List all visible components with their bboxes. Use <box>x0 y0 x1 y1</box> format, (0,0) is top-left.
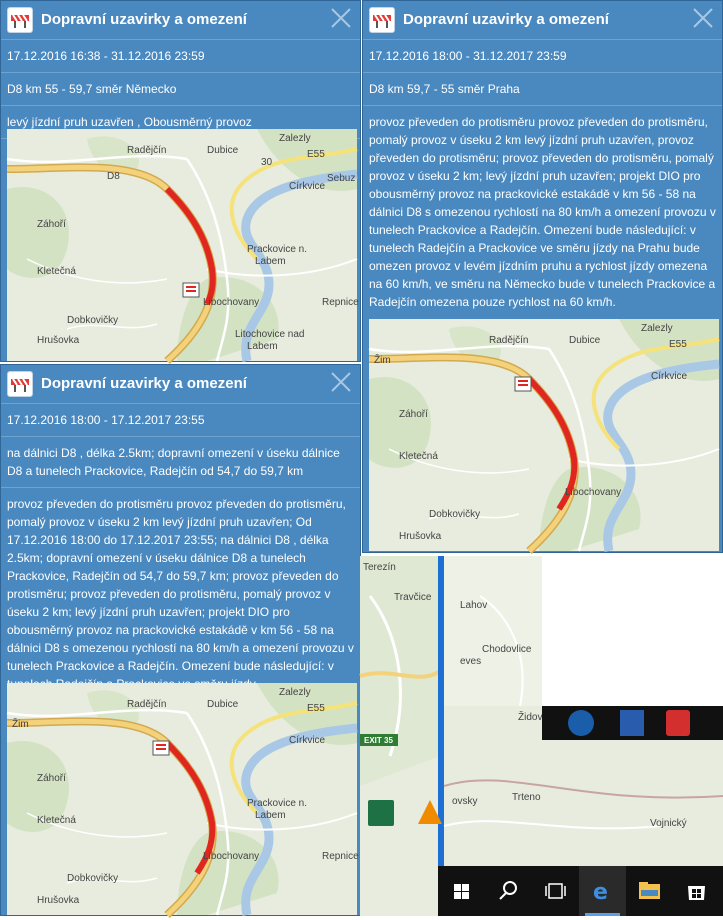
map-label: D8 <box>107 171 120 182</box>
map-label: Prackovice n. <box>247 798 308 809</box>
map-view[interactable] <box>7 129 359 359</box>
word-icon[interactable] <box>620 710 644 736</box>
map-label: 30 <box>261 157 273 168</box>
start-icon[interactable] <box>438 866 485 916</box>
map-label: Kletečná <box>37 815 76 826</box>
map-label: Hrušovka <box>37 335 80 346</box>
map-label: eves <box>460 656 482 667</box>
map-label: Terezín <box>363 562 396 573</box>
map-label: Církvice <box>289 181 326 192</box>
map-label: Dobkovičky <box>67 315 119 326</box>
popup-header <box>363 1 722 40</box>
map-label: Trteno <box>512 792 541 803</box>
popup-location: D8 km 55 - 59,7 směr Německo <box>1 73 360 106</box>
exit-label: EXIT 35 <box>364 736 393 745</box>
map-label: Zalezly <box>641 323 673 334</box>
map-label: Záhoří <box>37 773 66 784</box>
map-label: E55 <box>307 703 325 714</box>
map-label: Dobkovičky <box>429 509 481 520</box>
map-label: Labem <box>255 810 286 821</box>
map-label: Dubice <box>569 335 601 346</box>
map-label: Dubice <box>207 699 239 710</box>
map-label: Žim <box>374 355 391 366</box>
map-label: Chodovlice <box>482 644 532 655</box>
task-view-icon[interactable] <box>532 866 579 916</box>
excel-icon[interactable] <box>368 800 394 826</box>
popup-date: 17.12.2016 18:00 - 17.12.2017 23:55 <box>1 404 360 437</box>
search-icon[interactable] <box>485 866 532 916</box>
roadblock-icon <box>369 7 395 33</box>
popup-title: Dopravní uzavirky a omezení <box>403 11 609 28</box>
file-explorer-icon[interactable] <box>626 866 673 916</box>
map-label: Církvice <box>289 735 326 746</box>
popup-location: na dálnici D8 , délka 2.5km; dopravní omezení v úseku dálnice D8 a tunelech Prackovice, Radejčín od 54,7 do 59,7 km <box>1 437 360 488</box>
map-view[interactable] <box>369 319 717 551</box>
map-label: Litochovice nad <box>235 329 305 340</box>
map-label: Libochovany <box>565 487 622 498</box>
map-label: Dobkovičky <box>67 873 119 884</box>
map-label: Kletečná <box>399 451 438 462</box>
map-label: Zalezly <box>279 687 311 698</box>
map-label: Prackovice n. <box>247 244 308 255</box>
map-label: Záhoří <box>399 409 428 420</box>
map-label: Záhoří <box>37 219 66 230</box>
map-label: Radějčín <box>489 335 529 346</box>
map-label: Travčice <box>394 592 432 603</box>
map-label: Libochovany <box>203 851 260 862</box>
popup-title: Dopravní uzavirky a omezení <box>41 375 247 392</box>
map-label: Libochovany <box>203 297 260 308</box>
app-icon[interactable] <box>568 710 594 736</box>
map-label: Sebuz <box>327 173 356 184</box>
map-label: Hrušovka <box>399 531 442 542</box>
map-label: Židov <box>518 712 543 723</box>
taskbar-fragment <box>542 706 723 740</box>
close-icon[interactable] <box>690 5 716 31</box>
roadblock-icon <box>7 371 33 397</box>
map-label: Repnice <box>322 851 359 862</box>
power-icon[interactable] <box>666 710 690 736</box>
map-label: Zalezly <box>279 133 311 144</box>
popup-date: 17.12.2016 16:38 - 31.12.2016 23:59 <box>1 40 360 73</box>
map-label: Radějčín <box>127 699 167 710</box>
traffic-popup-3 <box>0 364 361 916</box>
popup-title: Dopravní uzavirky a omezení <box>41 11 247 28</box>
map-label: Dubice <box>207 145 239 156</box>
close-icon[interactable] <box>328 5 354 31</box>
map-label: Labem <box>247 341 278 352</box>
map-label: Radějčín <box>127 145 167 156</box>
traffic-popup-2 <box>362 0 723 553</box>
traffic-popup-1 <box>0 0 361 362</box>
popup-location: D8 km 59,7 - 55 směr Praha <box>363 73 722 106</box>
map-label: E55 <box>307 149 325 160</box>
popup-header <box>1 1 360 40</box>
map-label: Žim <box>12 719 29 730</box>
map-label: Lahov <box>460 600 488 611</box>
map-label: Kletečná <box>37 266 76 277</box>
desktop-fragment <box>360 556 723 916</box>
map-label: Repnice <box>322 297 359 308</box>
map-label: Vojnický <box>650 818 687 829</box>
map-view[interactable] <box>7 683 359 913</box>
map-label: Hrušovka <box>37 895 80 906</box>
popup-date: 17.12.2016 18:00 - 31.12.2017 23:59 <box>363 40 722 73</box>
svg-text:e: e <box>593 880 608 905</box>
popup-description: provoz převeden do protisměru provoz převeden do protisměru, pomalý provoz v úseku 2 km levý jízdní pruh uzavřen; Od 17.12.2016 18:00 do 17.12.2017 23:55; na dálnici D8 , délka 2.5km; dopravní omezení v úseku dálnice D8 a tunelech Prackovice, Radejčín od 54,7 do 59,7 km; provoz převeden do protisměru; provoz převeden do protisměru, pomalý provoz v úseku 2 km; levý jízdní pruh uzavřen; projekt DIO pro obousměrný provoz na prackovické estakádě v km 56 - 58 na dálnici D8 s omezenou rychlostí na 80 km/h a omezení provozu v tunelech Prackovice a Radejčín. Omezení bude následující: v <box>7 497 354 673</box>
map-label: Labem <box>255 256 286 267</box>
roadblock-icon <box>7 7 33 33</box>
popup-description: levý jízdní pruh uzavřen , Obousměrný provoz <box>1 106 360 139</box>
store-icon[interactable] <box>673 866 720 916</box>
close-icon[interactable] <box>328 369 354 395</box>
popup-description: provoz převeden do protisměru provoz převeden do protisměru, pomalý provoz v úseku 2 km levý jízdní pruh uzavřen, provoz převeden do protisměru; provoz převeden do protisměru, pomalý provoz v úseku 2 km; levý jízdní pruh uzavřen; projekt DIO pro obousměrný provoz na prackovické estakádě v km 56 - 58 na dálnici D8 s omezenou rychlostí na 80 km/h a omezení provozu v tunelech Prackovice a Radejčín. Omezení bude následující: v tunelech Radejčín a Prackovice ve směru jízdy na Prahu bude omezen provoz v levém jízdním pruhu a rychlost jízdy omezena na 60 km/h, ve směru na Německo bude v tunelech Prackovice a Radejčín omezena pouze rychlost na 60 km/h. <box>369 115 716 309</box>
map-label: Církvice <box>651 371 688 382</box>
edge-icon[interactable] <box>579 866 626 916</box>
popup-header <box>1 365 360 404</box>
vlc-icon[interactable] <box>418 800 442 824</box>
map-label: ovsky <box>452 796 478 807</box>
taskbar <box>438 866 723 916</box>
map-label: E55 <box>669 339 687 350</box>
